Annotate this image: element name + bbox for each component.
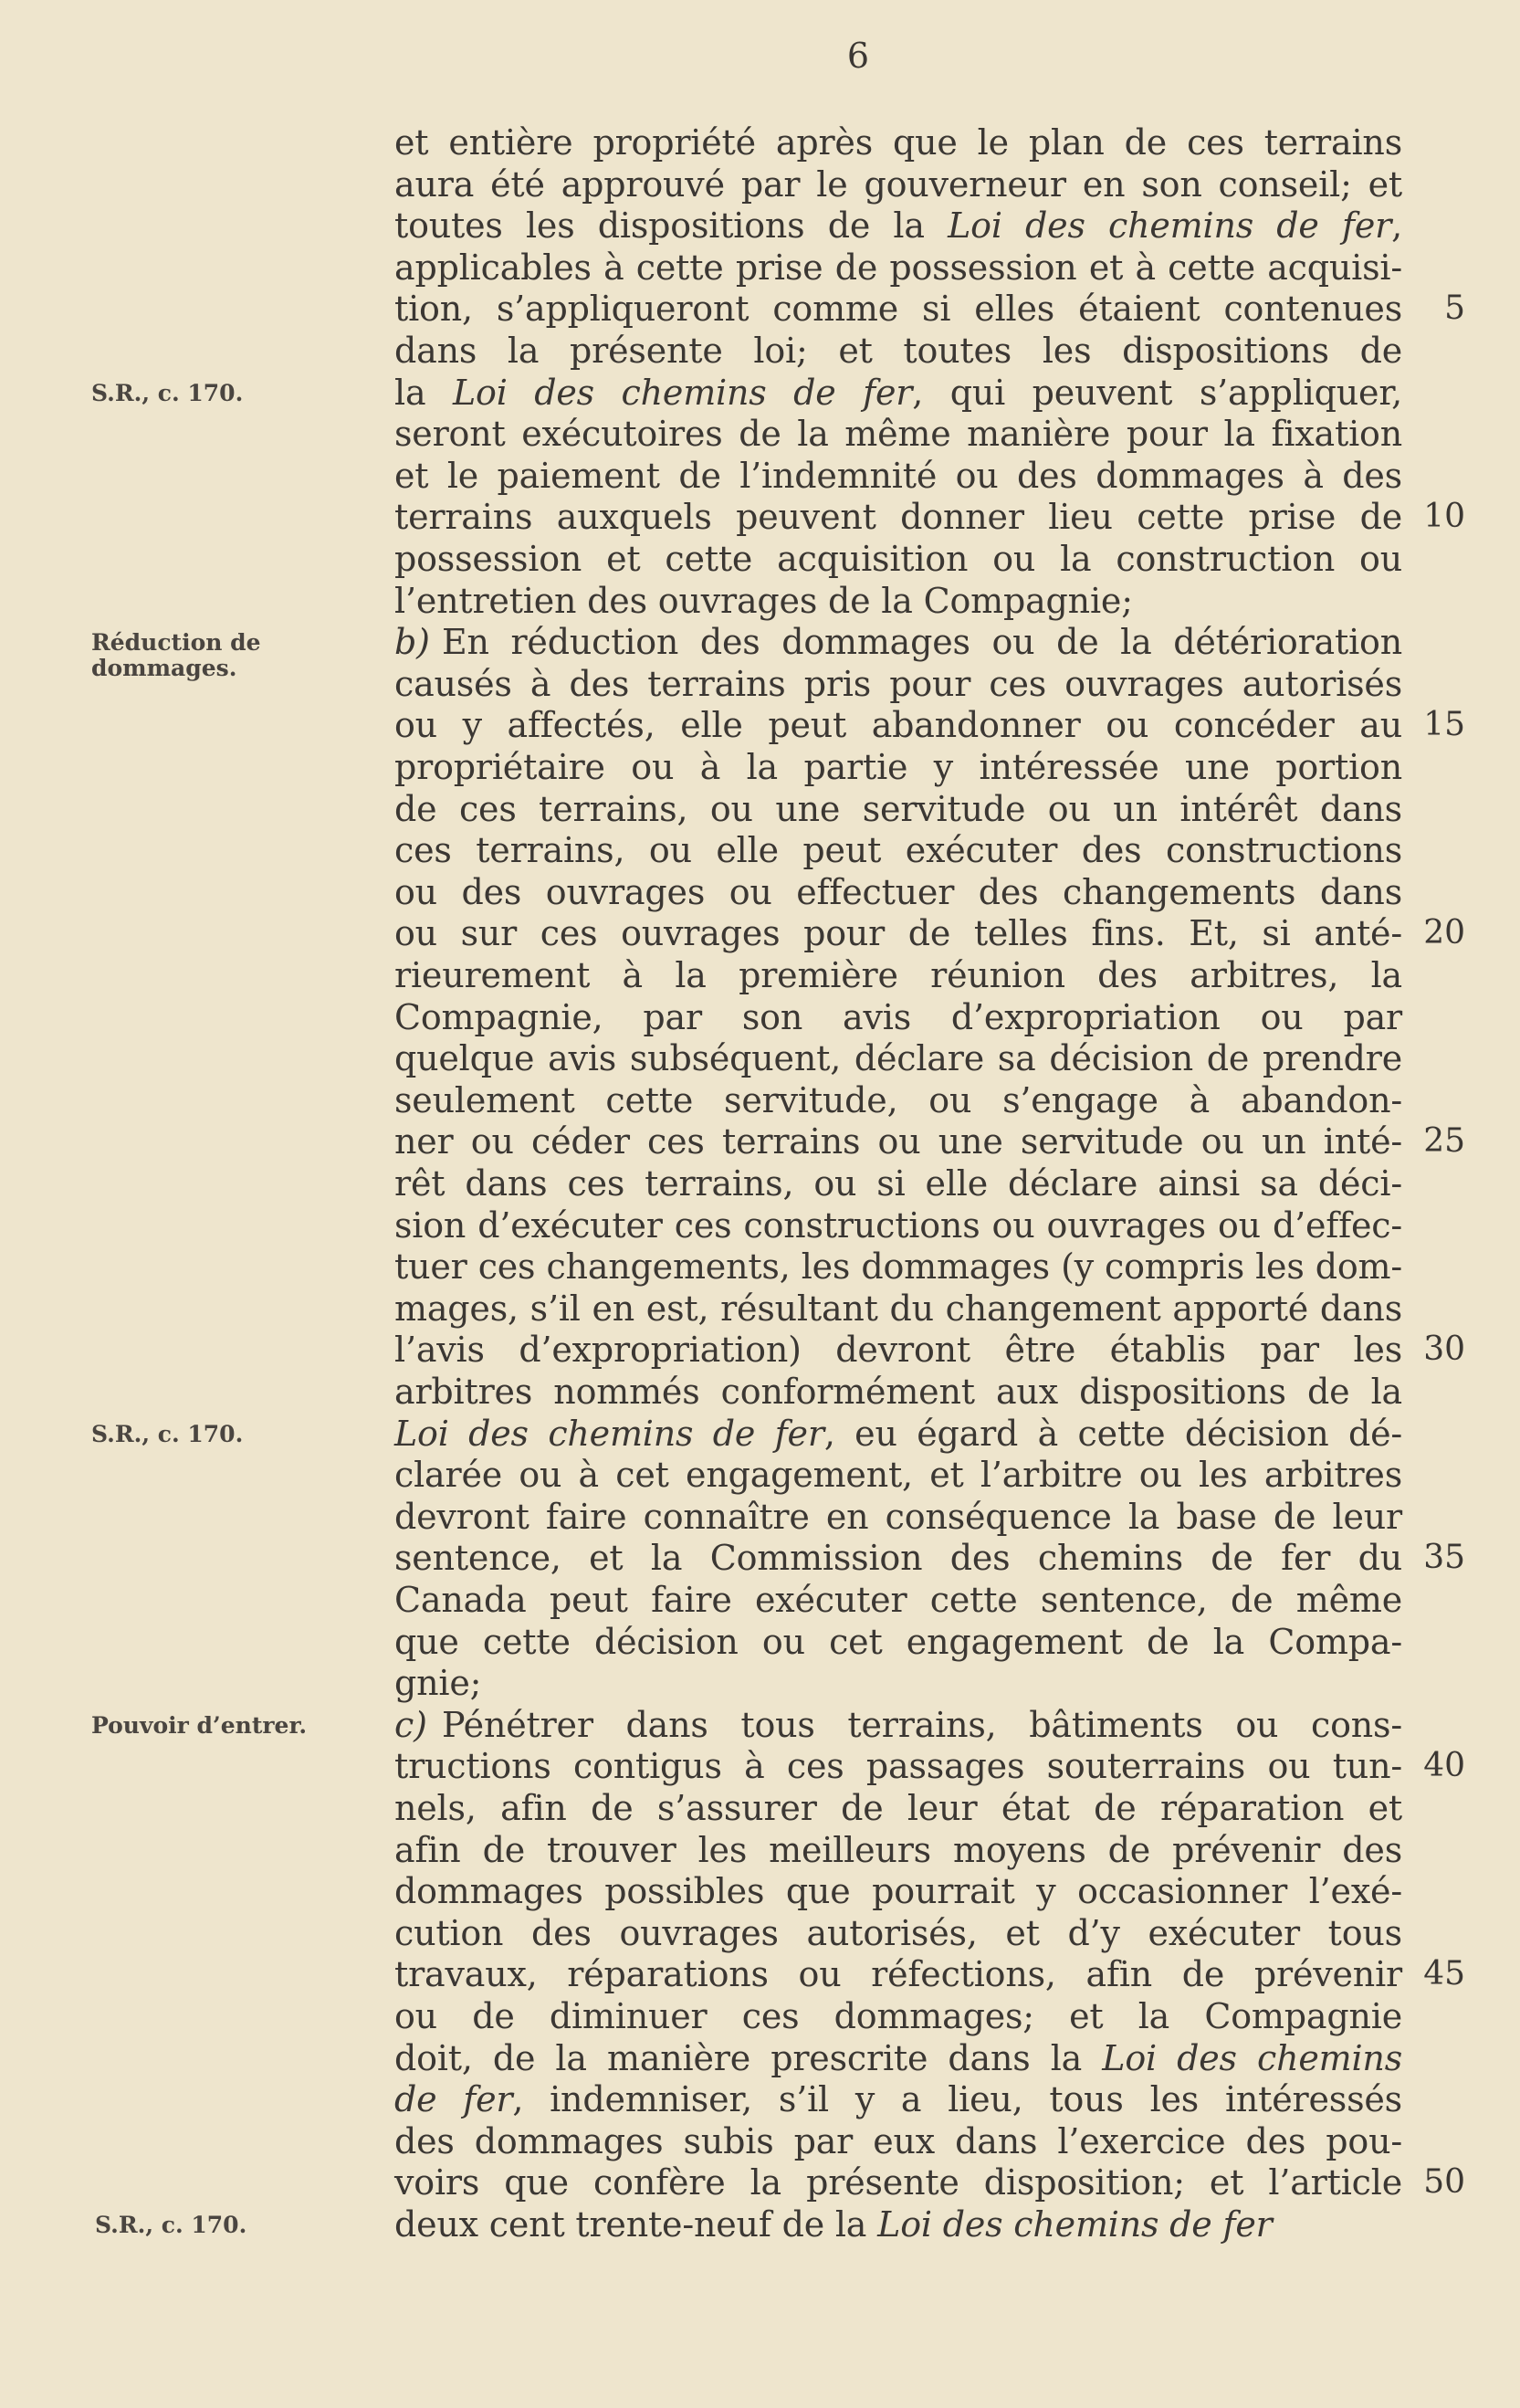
text-line [394, 1662, 1402, 1704]
text-segment: des dommages subis par eux dans l’exercice des pou- [394, 2121, 1402, 2161]
margin-note: S.R., c. 170. [91, 380, 244, 406]
margin-note: S.R., c. 170. [91, 1421, 244, 1447]
line-number: 20 [1423, 914, 1465, 952]
text-line [394, 996, 1402, 1038]
text-line [394, 1288, 1402, 1330]
text-segment: ou sur ces ouvrages pour de telles fins. Et, si anté- [394, 913, 1402, 953]
margin-note: S.R., c. 170. [95, 2212, 247, 2238]
text-segment: sentence, et la Commission des chemins de fer du [394, 1538, 1402, 1578]
text-segment: , eu égard à cette décision dé- [823, 1414, 1403, 1454]
text-line [394, 2078, 1402, 2120]
text-segment: tructions contigus à ces passages souterrains ou tun- [394, 1746, 1402, 1786]
text-line [394, 663, 1402, 705]
text-segment: devront faire connaître en conséquence la base de leur [394, 1497, 1402, 1537]
text-segment: arbitres nommés conformément aux dispositions de la [394, 1372, 1402, 1412]
text-segment: ou des ouvrages ou effectuer des changements dans [394, 872, 1402, 912]
text-line [394, 413, 1402, 455]
paragraph-label: b) [394, 622, 430, 662]
text-segment: mages, s’il en est, résultant du changement apporté dans [394, 1288, 1402, 1329]
text-segment: l’entretien des ouvrages de la Compagnie; [394, 581, 1133, 621]
text-line [394, 1829, 1402, 1871]
text-line [394, 496, 1402, 538]
text-line [394, 580, 1402, 622]
text-line [394, 1579, 1402, 1621]
text-segment: toutes les dispositions de la [394, 205, 949, 246]
italic-citation: Loi des chemins [1102, 2038, 1402, 2078]
text-line [394, 288, 1402, 330]
text-line [394, 1995, 1402, 2037]
text-segment: tion, s’appliqueront comme si elles étaient contenues [394, 289, 1402, 329]
text-line [394, 1329, 1402, 1371]
text-line [394, 205, 1402, 247]
text-line [394, 121, 1402, 163]
text-line [394, 746, 1402, 788]
line-number: 30 [1423, 1330, 1465, 1368]
margin-note: Pouvoir d’entrer. [91, 1712, 308, 1739]
text-segment: propriétaire ou à la partie y intéressée une portion [394, 747, 1402, 787]
text-segment: ner ou céder ces terrains ou une servitude ou un inté- [394, 1121, 1402, 1162]
line-number: 5 [1444, 289, 1465, 327]
text-line [394, 330, 1402, 372]
text-segment: travaux, réparations ou réfections, afin de prévenir [394, 1954, 1402, 1994]
text-segment: Canada peut faire exécuter cette sentence, de même [394, 1580, 1402, 1620]
page-number: 6 [846, 36, 870, 76]
line-number: 35 [1423, 1539, 1465, 1576]
text-segment: clarée ou à cet engagement, et l’arbitre ou les arbitres [394, 1455, 1402, 1495]
text-line [394, 1454, 1402, 1496]
line-number: 15 [1423, 706, 1465, 743]
text-segment: que cette décision ou cet engagement de la Compa- [394, 1622, 1402, 1662]
text-segment: la [394, 373, 453, 413]
text-line [394, 954, 1402, 996]
text-line [394, 1371, 1402, 1413]
text-segment: terrains auxquels peuvent donner lieu cette prise de [394, 497, 1402, 537]
text-segment: et le paiement de l’indemnité ou des dommages à des [394, 456, 1402, 496]
line-number: 45 [1423, 1955, 1465, 1993]
text-line [394, 1120, 1402, 1162]
text-line [394, 871, 1402, 913]
text-line [394, 247, 1402, 289]
margin-note: Réduction de dommages. [91, 629, 261, 681]
text-segment: dans la présente loi; et toutes les dispositions de [394, 331, 1402, 371]
text-segment: rieurement à la première réunion des arbitres, la [394, 955, 1402, 995]
text-segment: seulement cette servitude, ou s’engage à abandon- [394, 1080, 1402, 1120]
text-line [394, 829, 1402, 871]
text-line [394, 1537, 1402, 1579]
italic-citation: Loi des chemins de fer [877, 2204, 1273, 2245]
text-line [394, 2203, 1402, 2245]
text-line [394, 1246, 1402, 1288]
line-number: 10 [1423, 498, 1465, 535]
text-segment: aura été approuvé par le gouverneur en son conseil; et [394, 164, 1402, 205]
text-line [394, 1870, 1402, 1912]
text-segment: causés à des terrains pris pour ces ouvrages autorisés [394, 664, 1402, 704]
text-segment: sion d’exécuter ces constructions ou ouvrages ou d’effec- [394, 1205, 1402, 1246]
text-segment: ces terrains, ou elle peut exécuter des constructions [394, 830, 1402, 870]
text-line [394, 372, 1402, 414]
text-segment: , qui peuvent s’appliquer, [912, 373, 1402, 413]
text-segment: possession et cette acquisition ou la construction ou [394, 539, 1402, 579]
text-segment: et entière propriété après que le plan de ces terrains [394, 122, 1402, 163]
italic-citation: Loi des chemins de fer [948, 205, 1392, 246]
text-segment: deux cent trente-neuf de la [394, 2204, 878, 2245]
text-line [394, 2120, 1402, 2162]
text-segment: , [1391, 205, 1402, 246]
text-line [394, 1953, 1402, 1995]
italic-citation: Loi des chemins de fer [394, 1414, 824, 1454]
text-segment: , indemniser, s’il y a lieu, tous les intéressés [512, 2079, 1402, 2119]
text-line [394, 1079, 1402, 1121]
text-line [394, 538, 1402, 580]
text-line [394, 1912, 1402, 1954]
text-line [394, 1162, 1402, 1204]
text-segment: Compagnie, par son avis d’expropriation ou par [394, 997, 1402, 1037]
text-line [394, 2037, 1402, 2079]
text-segment: seront exécutoires de la même manière pour la fixation [394, 414, 1402, 454]
text-segment: ou de diminuer ces dommages; et la Compagnie [394, 1996, 1402, 2036]
text-line [394, 2161, 1402, 2203]
italic-citation: Loi des chemins de fer [453, 373, 913, 413]
text-segment: afin de trouver les meilleurs moyens de prévenir des [394, 1830, 1402, 1870]
paragraph-label: c) [394, 1705, 427, 1745]
line-number: 50 [1423, 2163, 1465, 2201]
text-segment: cution des ouvrages autorisés, et d’y exécuter tous [394, 1913, 1402, 1953]
line-number: 40 [1423, 1747, 1465, 1784]
text-line [394, 1037, 1402, 1079]
text-segment: rêt dans ces terrains, ou si elle déclare ainsi sa déci- [394, 1163, 1402, 1204]
text-segment: quelque avis subséquent, déclare sa décision de prendre [394, 1038, 1402, 1078]
text-segment: voirs que confère la présente disposition; et l’article [394, 2162, 1402, 2203]
text-line [442, 621, 1402, 663]
italic-citation: de fer [394, 2079, 513, 2119]
text-line [394, 1204, 1402, 1246]
text-line [442, 1704, 1402, 1746]
text-line [394, 1621, 1402, 1663]
text-line [394, 912, 1402, 954]
text-line [394, 1496, 1402, 1538]
text-segment: En réduction des dommages ou de la détérioration [442, 622, 1402, 662]
text-segment: doit, de la manière prescrite dans la [394, 2038, 1103, 2078]
text-line [394, 1787, 1402, 1829]
text-line [394, 788, 1402, 830]
text-segment: l’avis d’expropriation) devront être établis par les [394, 1330, 1402, 1370]
text-segment: tuer ces changements, les dommages (y compris les dom- [394, 1246, 1402, 1287]
text-segment: nels, afin de s’assurer de leur état de réparation et [394, 1788, 1402, 1828]
line-number: 25 [1423, 1122, 1465, 1160]
text-line [394, 455, 1402, 497]
text-line [394, 704, 1402, 746]
text-line [394, 163, 1402, 205]
text-segment: gnie; [394, 1663, 482, 1703]
text-line [394, 1745, 1402, 1787]
text-segment: de ces terrains, ou une servitude ou un intérêt dans [394, 789, 1402, 829]
text-segment: Pénétrer dans tous terrains, bâtiments ou cons- [442, 1705, 1402, 1745]
text-segment: ou y affectés, elle peut abandonner ou concéder au [394, 705, 1402, 745]
text-segment: applicables à cette prise de possession et à cette acquisi- [394, 247, 1402, 288]
text-line [394, 1413, 1402, 1455]
text-segment: dommages possibles que pourrait y occasionner l’exé- [394, 1871, 1402, 1911]
